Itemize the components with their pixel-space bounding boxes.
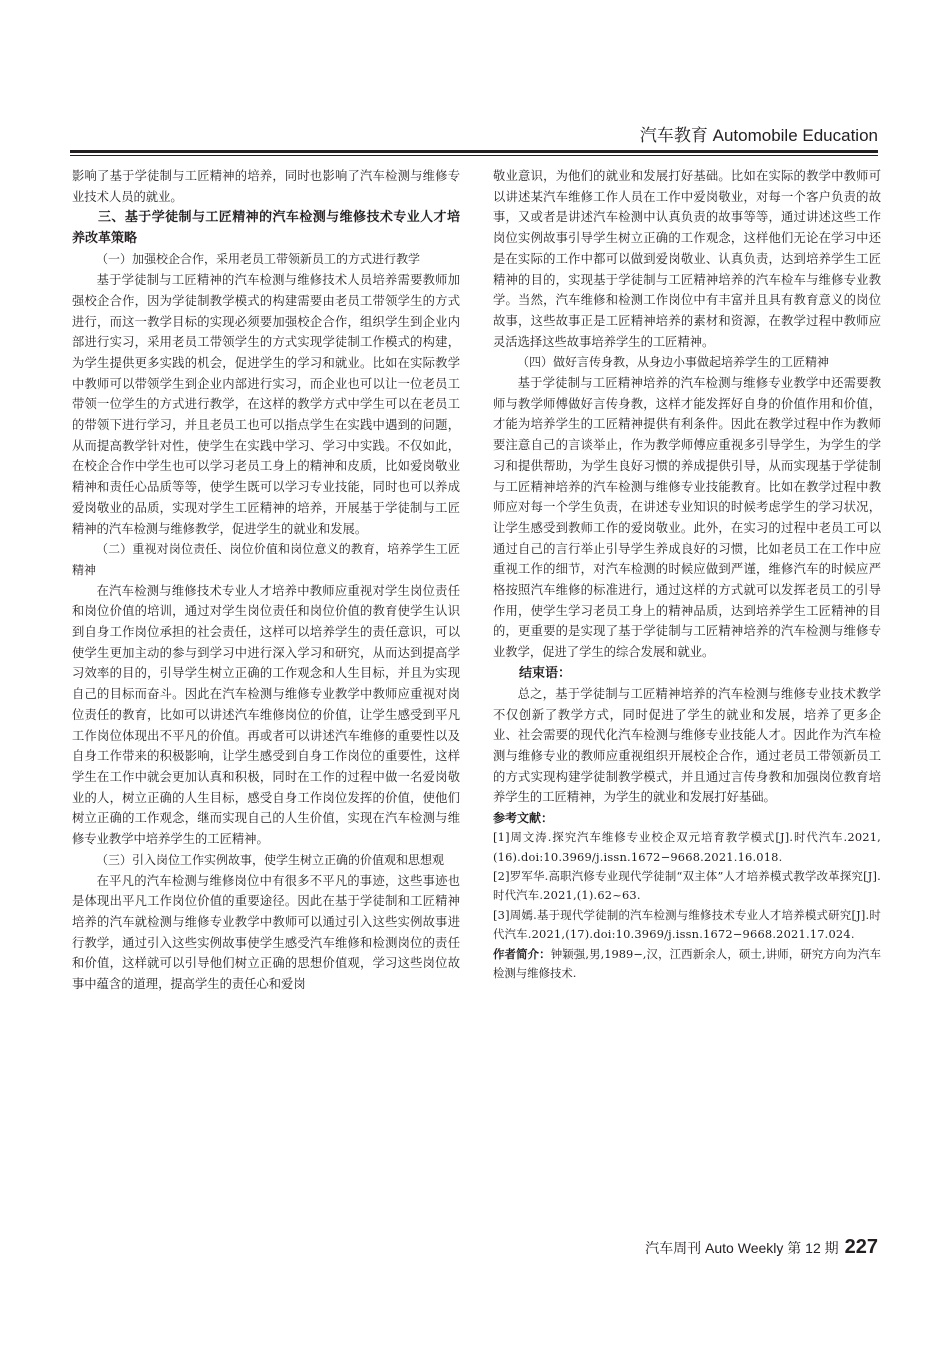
- journal-issue: 汽车周刊 Auto Weekly 第 12 期: [645, 1240, 839, 1256]
- header-rule-thick: [70, 150, 878, 153]
- subsection-4-paragraph: 基于学徒制与工匠精神培养的汽车检测与维修专业教学中还需要教师与教学师傅做好言传身教，这样才能发挥好自身的价值作用和价值，才能为培养学生的工匠精神提供有利条件。因此在教学过程中作为教师要注意自己的言谈举止，作为教学师傅应重视多引导学生，为学生的学习和提供帮助，为学生良好习惯的养成提供引导，从而实现基于学徒制与工匠精神培养的汽车检测与维修专业技能教育。比如在教学过程中教师应对每一个学生负责，在讲述专业知识的时候考虑学生的学习状况，让学生感受到教师工作的爱岗敬业。此外，在实习的过程中老员工可以通过自己的言行举止引导学生养成良好的习惯，比如老员工在工作中应重视工作的细节，对汽车检测的时候应做到严谨，维修汽车的时候应严格按照汽车维修的标准进行，通过这样的方式就可以发挥老员工的引导作用，使学生学习老员工身上的精神品质，达到培养学生工匠精神的目的，更重要的是实现了基于学徒制与工匠精神培养的汽车检测与维修专业教学，促进了学生的综合发展和就业。: [493, 376, 881, 660]
- journal-section-title: 汽车教育 Automobile Education: [639, 126, 878, 145]
- subsection-2-heading: （二）重视对岗位责任、岗位价值和岗位意义的教育，培养学生工匠精神: [72, 542, 460, 577]
- subsection-4-heading: （四）做好言传身教，从身边小事做起培养学生的工匠精神: [517, 355, 830, 370]
- conclusion-paragraph: 总之，基于学徒制与工匠精神培养的汽车检测与维修专业技术教学不仅创新了教学方式，同时促进了学生的就业和发展，培养了更多企业、社会需要的现代化汽车检测与维修专业技能人才。因此作为汽车检测与维修专业的教师应重视组织开展校企合作，通过老员工带领新员工的方式实现构建学徒制教学模式，并且通过言传身教和加强岗位教育培养学生的工匠精神，为学生的就业和发展打好基础。: [493, 686, 881, 805]
- subsection-1-paragraph: 基于学徒制与工匠精神的汽车检测与维修技术人员培养需要教师加强校企合作，因为学徒制教学模式的构建需要由老员工带领学生的方式进行，而这一教学目标的实现必须要加强校企合作，组织学生到企业内部进行实习，采用老员工带领学生的方式实现学徒制工作模式的构建，为学生提供更多实践的机会，促进学生的学习和就业。比如在实际教学中教师可以带领学生到企业内部进行实习，而企业也可以让一位老员工带领一位学生的方式进行教学，在这样的教学方式中学生可以在老员工的带领下进行学习，并且老员工也可以指点学生在实践中遇到的问题，从而提高教学针对性，使学生在实践中学习、学习中实践。不仅如此，在校企合作中学生也可以学习老员工身上的精神和皮质，比如爱岗敬业精神和责任心品质等等，使学生既可以学习专业技能，同时也可以养成爱岗敬业的品质，实现对学生工匠精神的培养，开展基于学徒制与工匠精神的汽车检测与维修教学，促进学生的就业和发展。: [72, 273, 460, 536]
- left-column: [72, 166, 460, 995]
- author-bio-label: 作者简介：: [493, 946, 551, 961]
- right-column: [493, 166, 881, 983]
- reference-item: [2]罗军华.高职汽修专业现代学徒制“双主体”人才培养模式教学改革探究[J].时代汽车.2021,(1).62~63.: [493, 868, 881, 903]
- continued-paragraph: 敬业意识，为他们的就业和发展打好基础。比如在实际的教学中教师可以讲述某汽车维修工作人员在工作中爱岗敬业，对每一个客户负责的故事，又或者是讲述汽车检测中认真负责的故事等等，通过讲述这些工作岗位实例故事引导学生树立正确的工作观念，这样他们无论在学习中还是在实际的工作中都可以做到爱岗敬业、认真负责，达到培养学生工匠精神的目的，实现基于学徒制与工匠精神培养的汽车检车与维修专业教学。当然，汽车维修和检测工作岗位中有丰富并且具有教育意义的岗位故事，这些故事正是工匠精神培养的素材和资源，在教学过程中教师应灵活选择这些故事培养学生的工匠精神。: [493, 169, 881, 349]
- intro-paragraph: 影响了基于学徒制与工匠精神的培养，同时也影响了汽车检测与维修专业技术人员的就业。: [72, 169, 460, 204]
- running-footer: [560, 1236, 878, 1259]
- reference-item: [3]周嫣.基于现代学徒制的汽车检测与维修技术专业人才培养模式研究[J].时代汽车.2021,(17).doi:10.3969/j.issn.1672−9668.2021.17.024.: [493, 907, 881, 942]
- page-number: 227: [844, 1236, 878, 1258]
- subsection-3-paragraph: 在平凡的汽车检测与维修岗位中有很多不平凡的事迹，这些事迹也是体现出平凡工作岗位价值的重要途径。因此在基于学徒制和工匠精神培养的汽车就检测与维修专业教学中教师可以通过引入这些实例故事进行教学，通过引入这些实例故事使学生感受汽车维修和检测岗位的责任和价值，这样就可以引导他们树立正确的思想价值观，学习这些岗位故事中蕴含的道理，提高学生的责任心和爱岗: [72, 873, 460, 992]
- subsection-2-paragraph: 在汽车检测与维修技术专业人才培养中教师应重视对学生岗位责任和岗位价值的培训，通过对学生岗位责任和岗位价值的教育使学生认识到自身工作岗位承担的社会责任，这样可以培养学生的责任意识，可以使学生更加主动的参与到学习中进行深入学习和研究，从而达到提高学习效率的目的，引导学生树立正确的工作观念和人生目标，并且为实现自己的目标而奋斗。因此在汽车检测与维修专业教学中教师应重视对岗位责任的教育，比如可以讲述汽车维修岗位的价值，让学生感受到平凡工作岗位体现出不平凡的价值。再或者可以讲述汽车维修的重要性以及自身工作带来的积极影响，让学生感受到自身工作岗位的重要性，这样学生在工作中就会更加认真和积极，同时在工作的过程中做一名爱岗敬业的人，树立正确的人生目标，感受自身工作岗位发挥的价值，使他们树立正确的工作观念，继而实现自己的人生价值，实现在汽车检测与维修专业教学中培养学生的工匠精神。: [72, 583, 460, 847]
- references-heading: 参考文献：: [493, 811, 554, 826]
- section-3-heading: 三、基于学徒制与工匠精神的汽车检测与维修技术专业人才培养改革策略: [72, 210, 460, 247]
- author-bio: [493, 945, 881, 984]
- conclusion-heading: 结束语：: [519, 665, 572, 681]
- subsection-3-heading: （三）引入岗位工作实例故事，使学生树立正确的价值观和思想观: [96, 852, 445, 867]
- subsection-1-heading: （一）加强校企合作，采用老员工带领新员工的方式进行教学: [96, 252, 421, 267]
- header-rule-thin: [70, 155, 878, 156]
- running-header: [70, 126, 878, 156]
- author-bio-text: 钟颖强,男,1989−,汉，江西新余人，硕士,讲师，研究方向为汽车检测与维修技术.: [493, 946, 881, 980]
- reference-item: [1]周文涛.探究汽车维修专业校企双元培育教学模式[J].时代汽车.2021,(16).doi:10.3969/j.issn.1672−9668.2021.16.018.: [493, 830, 881, 864]
